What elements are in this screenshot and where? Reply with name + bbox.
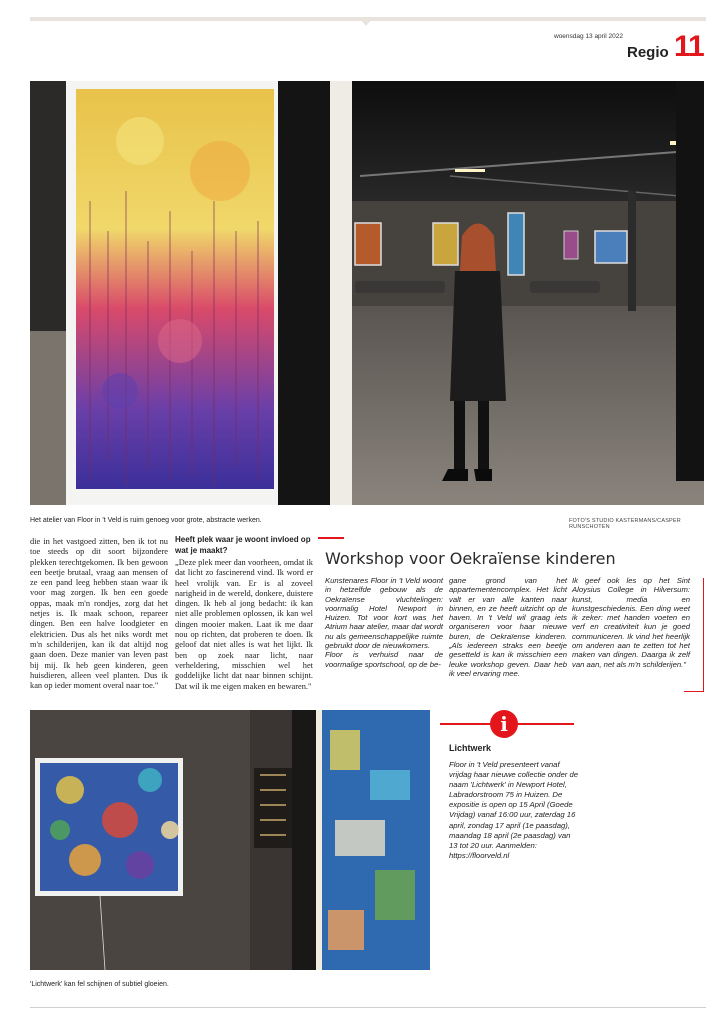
page-number: 11 xyxy=(674,30,704,63)
sidebar-rule-bottom xyxy=(684,691,704,692)
section-name: Regio xyxy=(627,44,669,61)
info-heading: Lichtwerk xyxy=(449,743,492,753)
interview-question: Heeft plek waar je woont invloed op wat je maakt? xyxy=(175,535,311,555)
sidebar-rule-top xyxy=(318,537,344,539)
gallery-photo-illustration xyxy=(30,81,704,505)
article-column-1: die in het vastgoed zitten, ben ik tot nu toe steeds op dit soort bijzondere plekken terechtgekomen. Ik ben gewoon een beetje brutaal, vraag aan mensen of ze een pand leeg hebben staan waar ik voor mag zorgen. Ik ben een goede oppas, maak m'n rondjes, zorg dat het netjes is. Ik maak schoon, repareer dingen. Ben een halve loodgieter en elektricien. Dus als het niks wordt met m'n schilderijen, kan ik dat altijd nog gaan doen. Deze manier van leven past bij mij. Ik heb geen kinderen, geen huisdieren, alleen veel planten. Dus ik kan op ieder moment overal naar toe." xyxy=(30,537,168,691)
sidebar-column-3: Ik geef ook les op het Sint Aloysius College in Hilversum: kunst, media en kunstgeschiedenis. Een ding weet ik zeker: met handen voeten en verf en creativiteit kun je goed communiceren. Ik vind het heerlijk om anderen aan te zetten tot het maken van dingen. Daarga ik zelf van aan, net als m'n schilderijen." xyxy=(572,576,690,669)
lichtwerk-photo-illustration xyxy=(30,710,430,970)
lichtwerk-photo-caption: 'Lichtwerk' kan fel schijnen of subtiel gloeien. xyxy=(30,981,169,988)
article-column-2 xyxy=(175,535,313,692)
main-photo xyxy=(30,81,704,505)
lichtwerk-photo xyxy=(30,710,430,970)
sidebar-heading: Workshop voor Oekraïense kinderen xyxy=(325,549,616,568)
issue-date: woensdag 13 april 2022 xyxy=(553,33,623,40)
sidebar-column-1: Kunstenares Floor in 't Veld woont in hetzelfde gebouw als de Oekraïense vluchtelingen: voormalig Hotel Newport in Huizen. Tot voor kort was het Atrium haar atelier, maar dat wordt nu als gemeenschappelijke ruimte gebruikt door de nieuwkomers. Floor is verhuisd naar de voormalige sportschool, op de be- xyxy=(325,576,443,669)
sidebar-column-2: gane grond van het appartementencomplex. Het licht valt er van alle kanten naar binnen, en ze heeft uitzicht op de haven. In 't Veld wil graag iets organiseren voor haar nieuwe buren, de Oekraïense kinderen. „Als iedereen straks een beetje gesetteld is kan ik misschien een leuke workshop geven. Daar heb ik veel ervaring mee. xyxy=(449,576,567,678)
main-photo-caption: Het atelier van Floor in 't Veld is ruim genoeg voor grote, abstracte werken. xyxy=(30,517,262,524)
info-text: Floor in 't Veld presenteert vanaf vrijdag haar nieuwe collectie onder de naam 'Lichtwerk' in Newport Hotel, Labradorstroom 75 in Huizen. De expositie is open op 15 April (Goede Vrijdag) vanaf 16:00 uur, zaterdag 16 april, zondag 17 april (1e paasdag), maandag 18 april (2e paasdag) van 13 tot 20 uur. Aanmelden: https://floorveld.nl xyxy=(449,760,579,860)
interview-answer: „Deze plek meer dan voorheen, omdat ik dat licht zo fascinerend vind. Ik word er heel vrolijk van. Er is al zoveel narigheid in de wereld, donkere, duistere dingen. Ik heb al jong bedacht: ik kan niet alle problemen oplossen, ik kan wel dingen mooier maken. Laat ik me daar nou op richten, dat proberen te doen. Ik geloof dat niet alles is wat het lijkt. Ik ben op zoek naar licht, naar verheldering, misschien wel het goddelijke licht dat naar binnen schijnt. Dat wil ik me eigen maken en bewaren." xyxy=(175,558,313,691)
info-icon xyxy=(490,710,518,738)
bottom-rule xyxy=(30,1007,706,1008)
photo-credit: FOTO'S STUDIO KASTERMANS/CASPER RUNSCHOTEN xyxy=(569,518,681,530)
info-icon-letter: i xyxy=(500,712,508,736)
sidebar-rule-right xyxy=(703,578,704,692)
top-rule-notch xyxy=(361,20,371,26)
